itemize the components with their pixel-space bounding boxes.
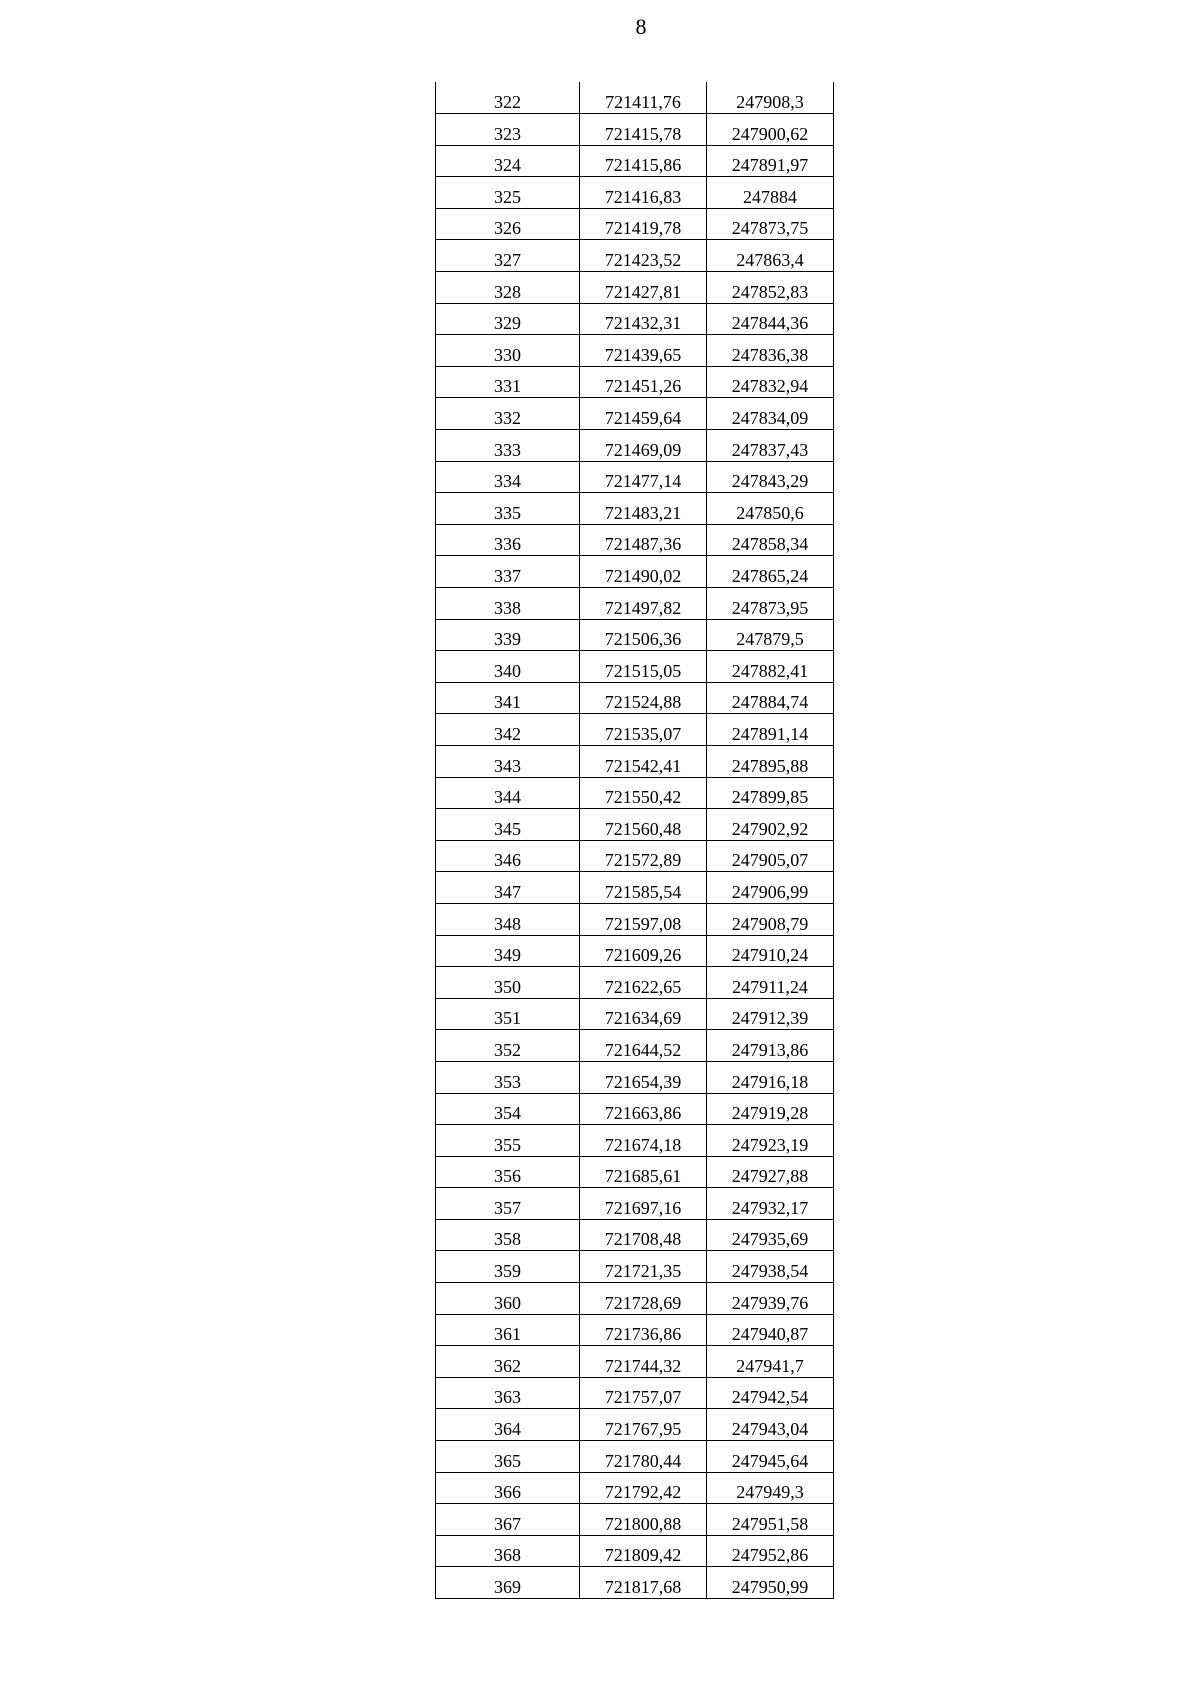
point-number-cell: 346 (436, 840, 580, 872)
x-coordinate-cell: 721685,61 (580, 1156, 707, 1188)
x-coordinate-cell: 721767,95 (580, 1409, 707, 1441)
table-row (436, 809, 834, 841)
y-coordinate-cell: 247850,6 (707, 493, 834, 525)
point-number-cell: 336 (436, 524, 580, 556)
y-coordinate-cell: 247899,85 (707, 777, 834, 809)
point-number-cell: 333 (436, 430, 580, 462)
y-coordinate-cell: 247884 (707, 177, 834, 209)
x-coordinate-cell: 721560,48 (580, 809, 707, 841)
point-number-cell: 327 (436, 240, 580, 272)
y-coordinate-cell: 247908,3 (707, 82, 834, 114)
x-coordinate-cell: 721809,42 (580, 1535, 707, 1567)
point-number-cell: 342 (436, 714, 580, 746)
point-number-cell: 329 (436, 303, 580, 335)
table-row (436, 303, 834, 335)
point-number-cell: 353 (436, 1061, 580, 1093)
y-coordinate-cell: 247905,07 (707, 840, 834, 872)
y-coordinate-cell: 247952,86 (707, 1535, 834, 1567)
x-coordinate-cell: 721792,42 (580, 1472, 707, 1504)
table-row (436, 619, 834, 651)
point-number-cell: 347 (436, 872, 580, 904)
x-coordinate-cell: 721800,88 (580, 1504, 707, 1536)
y-coordinate-cell: 247834,09 (707, 398, 834, 430)
x-coordinate-cell: 721524,88 (580, 682, 707, 714)
x-coordinate-cell: 721483,21 (580, 493, 707, 525)
table-row (436, 556, 834, 588)
y-coordinate-cell: 247951,58 (707, 1504, 834, 1536)
y-coordinate-cell: 247916,18 (707, 1061, 834, 1093)
x-coordinate-cell: 721697,16 (580, 1188, 707, 1220)
point-number-cell: 354 (436, 1093, 580, 1125)
y-coordinate-cell: 247858,34 (707, 524, 834, 556)
y-coordinate-cell: 247882,41 (707, 651, 834, 683)
y-coordinate-cell: 247913,86 (707, 1030, 834, 1062)
point-number-cell: 348 (436, 903, 580, 935)
x-coordinate-cell: 721490,02 (580, 556, 707, 588)
point-number-cell: 360 (436, 1283, 580, 1315)
x-coordinate-cell: 721416,83 (580, 177, 707, 209)
table-row (436, 998, 834, 1030)
y-coordinate-cell: 247844,36 (707, 303, 834, 335)
y-coordinate-cell: 247919,28 (707, 1093, 834, 1125)
x-coordinate-cell: 721622,65 (580, 967, 707, 999)
x-coordinate-cell: 721721,35 (580, 1251, 707, 1283)
x-coordinate-cell: 721487,36 (580, 524, 707, 556)
y-coordinate-cell: 247939,76 (707, 1283, 834, 1315)
table-row (436, 1093, 834, 1125)
point-number-cell: 344 (436, 777, 580, 809)
x-coordinate-cell: 721459,64 (580, 398, 707, 430)
y-coordinate-cell: 247843,29 (707, 461, 834, 493)
point-number-cell: 349 (436, 935, 580, 967)
table-row (436, 745, 834, 777)
x-coordinate-cell: 721674,18 (580, 1125, 707, 1157)
point-number-cell: 341 (436, 682, 580, 714)
coordinates-table (435, 82, 834, 1599)
x-coordinate-cell: 721451,26 (580, 366, 707, 398)
point-number-cell: 335 (436, 493, 580, 525)
y-coordinate-cell: 247891,97 (707, 145, 834, 177)
table-row (436, 935, 834, 967)
point-number-cell: 364 (436, 1409, 580, 1441)
x-coordinate-cell: 721572,89 (580, 840, 707, 872)
table-row (436, 872, 834, 904)
table-row (436, 1472, 834, 1504)
x-coordinate-cell: 721415,86 (580, 145, 707, 177)
y-coordinate-cell: 247836,38 (707, 335, 834, 367)
x-coordinate-cell: 721411,76 (580, 82, 707, 114)
y-coordinate-cell: 247908,79 (707, 903, 834, 935)
y-coordinate-cell: 247873,95 (707, 588, 834, 620)
point-number-cell: 358 (436, 1219, 580, 1251)
x-coordinate-cell: 721506,36 (580, 619, 707, 651)
y-coordinate-cell: 247837,43 (707, 430, 834, 462)
point-number-cell: 328 (436, 272, 580, 304)
table-row (436, 177, 834, 209)
x-coordinate-cell: 721542,41 (580, 745, 707, 777)
y-coordinate-cell: 247911,24 (707, 967, 834, 999)
point-number-cell: 332 (436, 398, 580, 430)
y-coordinate-cell: 247863,4 (707, 240, 834, 272)
table-row (436, 1504, 834, 1536)
x-coordinate-cell: 721535,07 (580, 714, 707, 746)
x-coordinate-cell: 721419,78 (580, 208, 707, 240)
table-row (436, 777, 834, 809)
table-row (436, 493, 834, 525)
y-coordinate-cell: 247832,94 (707, 366, 834, 398)
point-number-cell: 352 (436, 1030, 580, 1062)
table-row (436, 114, 834, 146)
table-row (436, 272, 834, 304)
table-row (436, 335, 834, 367)
point-number-cell: 337 (436, 556, 580, 588)
y-coordinate-cell: 247941,7 (707, 1346, 834, 1378)
point-number-cell: 343 (436, 745, 580, 777)
y-coordinate-cell: 247950,99 (707, 1567, 834, 1599)
x-coordinate-cell: 721663,86 (580, 1093, 707, 1125)
coordinates-table-body (436, 82, 834, 1599)
x-coordinate-cell: 721654,39 (580, 1061, 707, 1093)
table-row (436, 1346, 834, 1378)
point-number-cell: 345 (436, 809, 580, 841)
y-coordinate-cell: 247891,14 (707, 714, 834, 746)
table-row (436, 1377, 834, 1409)
x-coordinate-cell: 721597,08 (580, 903, 707, 935)
table-row (436, 1219, 834, 1251)
y-coordinate-cell: 247927,88 (707, 1156, 834, 1188)
table-row (436, 1188, 834, 1220)
y-coordinate-cell: 247923,19 (707, 1125, 834, 1157)
table-row (436, 430, 834, 462)
table-row (436, 240, 834, 272)
x-coordinate-cell: 721744,32 (580, 1346, 707, 1378)
x-coordinate-cell: 721439,65 (580, 335, 707, 367)
table-row (436, 1251, 834, 1283)
table-row (436, 1283, 834, 1315)
x-coordinate-cell: 721736,86 (580, 1314, 707, 1346)
x-coordinate-cell: 721497,82 (580, 588, 707, 620)
x-coordinate-cell: 721585,54 (580, 872, 707, 904)
point-number-cell: 363 (436, 1377, 580, 1409)
point-number-cell: 339 (436, 619, 580, 651)
x-coordinate-cell: 721634,69 (580, 998, 707, 1030)
point-number-cell: 365 (436, 1441, 580, 1473)
x-coordinate-cell: 721423,52 (580, 240, 707, 272)
table-row (436, 588, 834, 620)
y-coordinate-cell: 247945,64 (707, 1441, 834, 1473)
x-coordinate-cell: 721708,48 (580, 1219, 707, 1251)
table-row (436, 903, 834, 935)
y-coordinate-cell: 247938,54 (707, 1251, 834, 1283)
point-number-cell: 362 (436, 1346, 580, 1378)
y-coordinate-cell: 247940,87 (707, 1314, 834, 1346)
point-number-cell: 350 (436, 967, 580, 999)
y-coordinate-cell: 247906,99 (707, 872, 834, 904)
point-number-cell: 369 (436, 1567, 580, 1599)
y-coordinate-cell: 247895,88 (707, 745, 834, 777)
table-row (436, 524, 834, 556)
point-number-cell: 351 (436, 998, 580, 1030)
table-row (436, 1441, 834, 1473)
y-coordinate-cell: 247943,04 (707, 1409, 834, 1441)
point-number-cell: 357 (436, 1188, 580, 1220)
table-row (436, 461, 834, 493)
table-row (436, 1314, 834, 1346)
y-coordinate-cell: 247935,69 (707, 1219, 834, 1251)
point-number-cell: 338 (436, 588, 580, 620)
page-number: 8 (635, 14, 647, 39)
point-number-cell: 359 (436, 1251, 580, 1283)
table-row (436, 714, 834, 746)
table-row (436, 967, 834, 999)
table-row (436, 1567, 834, 1599)
point-number-cell: 361 (436, 1314, 580, 1346)
point-number-cell: 366 (436, 1472, 580, 1504)
x-coordinate-cell: 721550,42 (580, 777, 707, 809)
point-number-cell: 324 (436, 145, 580, 177)
table-row (436, 82, 834, 114)
y-coordinate-cell: 247910,24 (707, 935, 834, 967)
y-coordinate-cell: 247902,92 (707, 809, 834, 841)
x-coordinate-cell: 721817,68 (580, 1567, 707, 1599)
point-number-cell: 355 (436, 1125, 580, 1157)
point-number-cell: 330 (436, 335, 580, 367)
table-row (436, 208, 834, 240)
table-row (436, 1125, 834, 1157)
x-coordinate-cell: 721415,78 (580, 114, 707, 146)
x-coordinate-cell: 721469,09 (580, 430, 707, 462)
point-number-cell: 334 (436, 461, 580, 493)
point-number-cell: 367 (436, 1504, 580, 1536)
point-number-cell: 340 (436, 651, 580, 683)
y-coordinate-cell: 247884,74 (707, 682, 834, 714)
table-row (436, 1030, 834, 1062)
y-coordinate-cell: 247873,75 (707, 208, 834, 240)
y-coordinate-cell: 247932,17 (707, 1188, 834, 1220)
y-coordinate-cell: 247852,83 (707, 272, 834, 304)
point-number-cell: 331 (436, 366, 580, 398)
table-row (436, 1061, 834, 1093)
x-coordinate-cell: 721780,44 (580, 1441, 707, 1473)
point-number-cell: 323 (436, 114, 580, 146)
table-row (436, 840, 834, 872)
x-coordinate-cell: 721757,07 (580, 1377, 707, 1409)
x-coordinate-cell: 721427,81 (580, 272, 707, 304)
x-coordinate-cell: 721644,52 (580, 1030, 707, 1062)
y-coordinate-cell: 247912,39 (707, 998, 834, 1030)
table-row (436, 1535, 834, 1567)
x-coordinate-cell: 721477,14 (580, 461, 707, 493)
x-coordinate-cell: 721728,69 (580, 1283, 707, 1315)
point-number-cell: 368 (436, 1535, 580, 1567)
y-coordinate-cell: 247865,24 (707, 556, 834, 588)
y-coordinate-cell: 247949,3 (707, 1472, 834, 1504)
x-coordinate-cell: 721432,31 (580, 303, 707, 335)
point-number-cell: 322 (436, 82, 580, 114)
y-coordinate-cell: 247879,5 (707, 619, 834, 651)
table-row (436, 682, 834, 714)
table-row (436, 145, 834, 177)
table-row (436, 1409, 834, 1441)
x-coordinate-cell: 721515,05 (580, 651, 707, 683)
table-row (436, 1156, 834, 1188)
y-coordinate-cell: 247900,62 (707, 114, 834, 146)
x-coordinate-cell: 721609,26 (580, 935, 707, 967)
table-row (436, 366, 834, 398)
point-number-cell: 326 (436, 208, 580, 240)
table-row (436, 398, 834, 430)
point-number-cell: 325 (436, 177, 580, 209)
point-number-cell: 356 (436, 1156, 580, 1188)
y-coordinate-cell: 247942,54 (707, 1377, 834, 1409)
table-row (436, 651, 834, 683)
